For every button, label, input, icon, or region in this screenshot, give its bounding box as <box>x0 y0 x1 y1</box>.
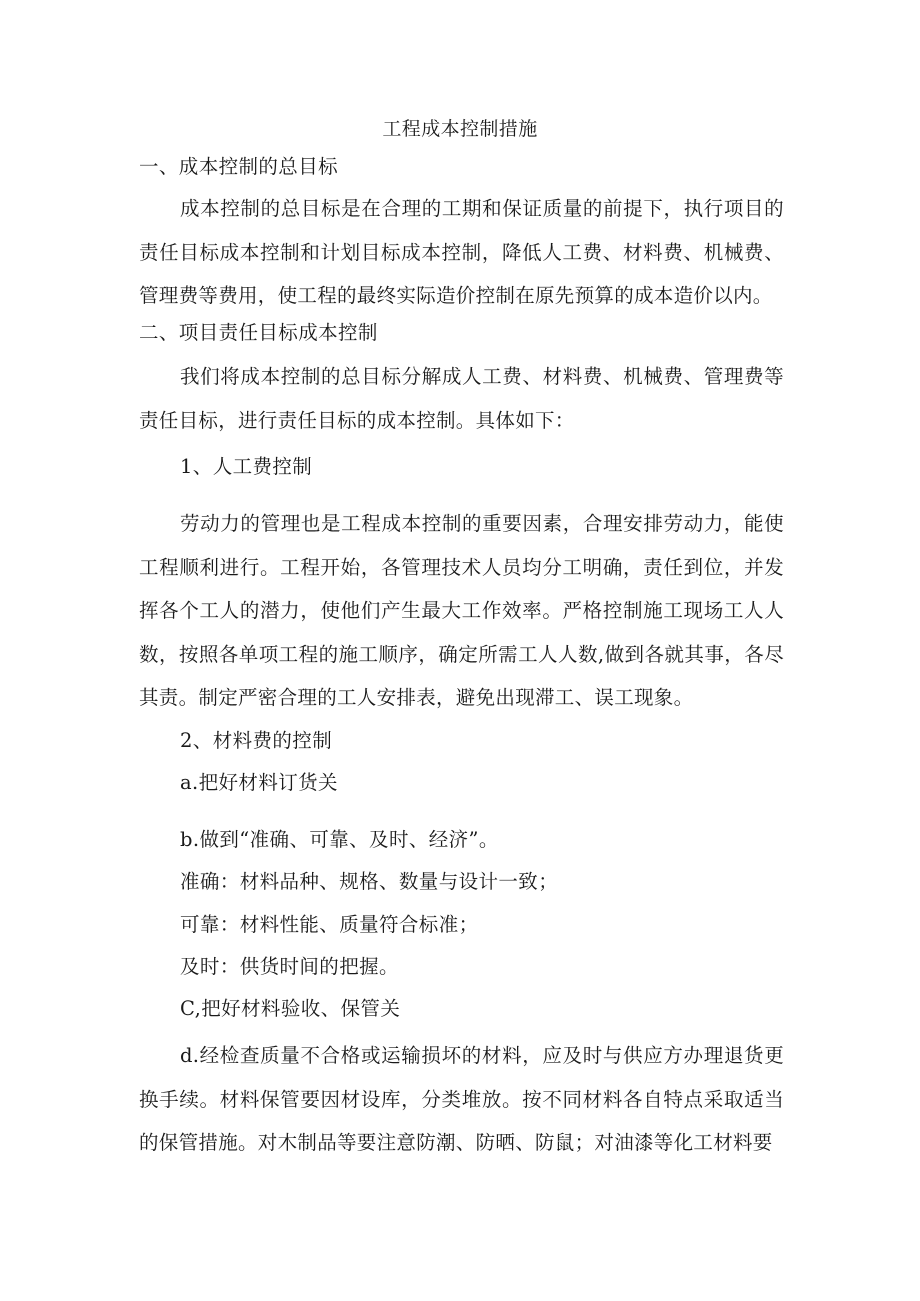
item-accurate: 准确：材料品种、规格、数量与设计一致； <box>180 870 559 893</box>
document-title: 工程成本控制措施 <box>382 118 538 140</box>
item-a: a.把好材料订货关 <box>180 771 338 794</box>
item-timely: 及时：供货时间的把握。 <box>180 955 399 978</box>
item-b: b.做到“准确、可靠、及时、经济”。 <box>180 828 499 851</box>
sub1-heading: 1、人工费控制 <box>180 455 313 478</box>
item-d-paragraph: d.经检查质量不合格或运输损坏的材料，应及时与供应方办理退货更换手续。材料保管要因材设库，分类堆放。按不同材料各自特点采取适当的保管措施。对木制品等要注意防潮、防晒、防鼠；对油漆等化工材料要 <box>139 1044 784 1154</box>
sub1-paragraph: 劳动力的管理也是工程成本控制的重要因素，合理安排劳动力，能使工程顺利进行。工程开始，各管理技术人员均分工明确，责任到位，并发挥各个工人的潜力，使他们产生最大工作效率。严格控制施工现场工人人数，按照各单项工程的施工顺序，确定所需工人人数,做到各就其事，各尽其责。制定严密合理的工人安排表，避免出现滞工、误工现象。 <box>139 512 784 709</box>
sub2-heading: 2、材料费的控制 <box>180 729 333 752</box>
item-c: C,把好材料验收、保管关 <box>180 997 401 1020</box>
item-reliable: 可靠：材料性能、质量符合标准； <box>180 913 479 936</box>
section1-paragraph: 成本控制的总目标是在合理的工期和保证质量的前提下，执行项目的责任目标成本控制和计划目标成本控制，降低人工费、材料费、机械费、管理费等费用，使工程的最终实际造价控制在原先预算的成本造价以内。 <box>139 197 784 307</box>
section1-heading: 一、成本控制的总目标 <box>139 155 339 178</box>
section2-paragraph: 我们将成本控制的总目标分解成人工费、材料费、机械费、管理费等责任目标，进行责任目标的成本控制。具体如下： <box>139 365 784 432</box>
section2-heading: 二、项目责任目标成本控制 <box>139 321 378 344</box>
